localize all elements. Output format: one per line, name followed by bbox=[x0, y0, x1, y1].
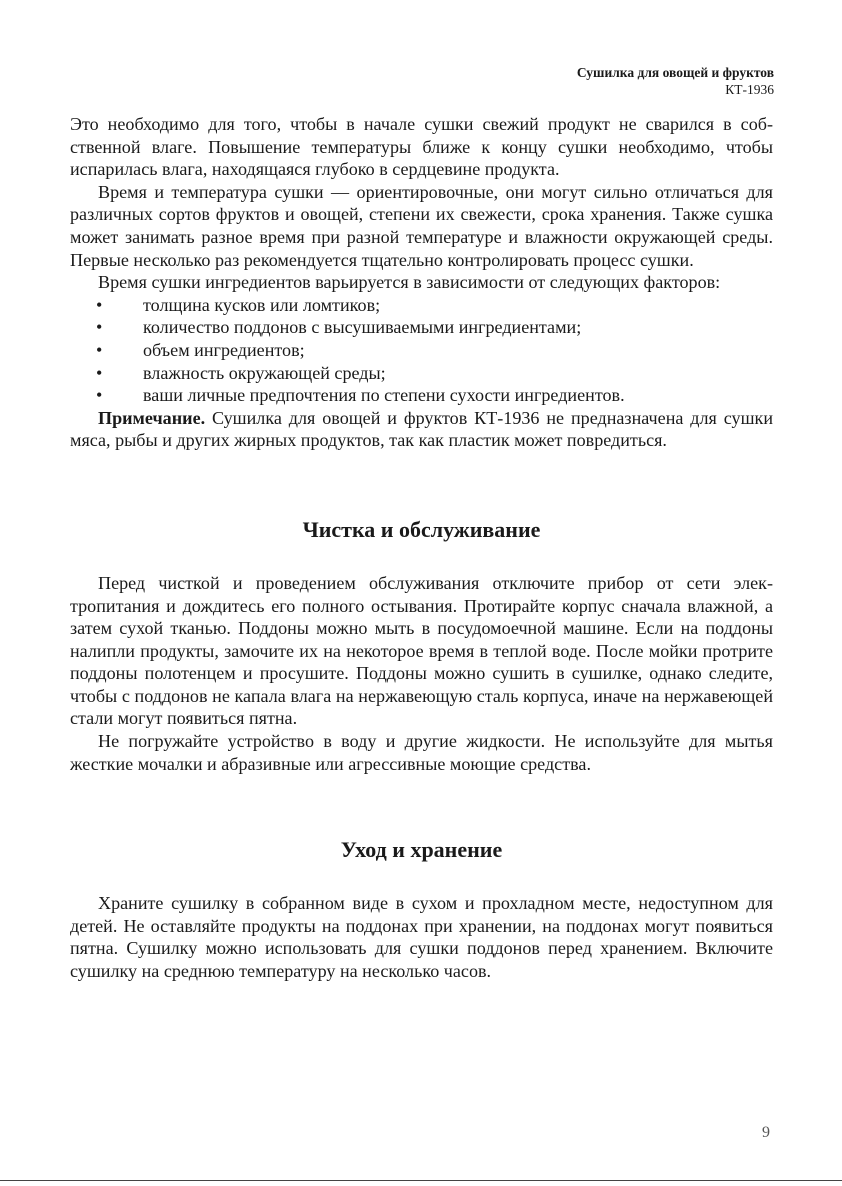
paragraph-continuation: Это необходимо для того, чтобы в начале сушки свежий продукт не сварился в собственной влаге. Повышение температуры ближе к концу сушки необходимо, чтобы испарилась влага, находящаяся глубоко в сердцевине продукта. bbox=[70, 114, 773, 180]
note-paragraph bbox=[70, 407, 773, 452]
bottom-divider bbox=[0, 1180, 842, 1181]
bullet-symbol: • bbox=[96, 385, 103, 406]
paragraph-cleaning: Перед чисткой и проведением обслуживания отключите прибор от сети электропитания и дождитесь его полного остывания. Протирайте корпус сначала влажной, а затем сухой тканью. Поддоны можно мыть в посудомоечной машине. Если на поддоны налипли продукты, замочите их на некоторое время в теплой воде. После мойки протрите поддоны полотенцем и просушите. Поддоны можно сушить в сушилке, однако следите, чтобы с поддонов не капала влага на нержавеющую сталь корпуса, иначе на нержавеющей стали могут появиться пятна. bbox=[70, 572, 773, 729]
paragraph-storage: Храните сушилку в собранном виде в сухом и прохладном месте, недоступном для детей. Не оставляйте продукты на поддонах при хранении, на поддонах могут появиться пятна. Сушилку можно использовать для сушки поддонов перед хранением. Включите сушилку на среднюю температуру на несколько часов. bbox=[70, 893, 773, 982]
list-item-text: ваши личные предпочтения по степени сухости ингредиентов. bbox=[143, 385, 625, 406]
factors-list bbox=[70, 294, 773, 407]
bullet-symbol: • bbox=[96, 317, 103, 338]
list-item bbox=[70, 316, 773, 339]
list-item bbox=[70, 384, 773, 407]
page-number: 9 bbox=[762, 1124, 770, 1141]
note-label: Примечание. bbox=[98, 407, 206, 428]
bullet-symbol: • bbox=[96, 362, 103, 383]
list-item-text: влажность окружающей среды; bbox=[143, 362, 386, 383]
running-header bbox=[577, 64, 774, 98]
bullet-symbol: • bbox=[96, 294, 103, 315]
list-item-text: толщина кусков или ломтиков; bbox=[143, 294, 381, 315]
list-item bbox=[70, 294, 773, 317]
list-item bbox=[70, 339, 773, 362]
list-item-text: объем ингредиентов; bbox=[143, 339, 305, 360]
header-title: Сушилка для овощей и фруктов bbox=[576, 65, 774, 80]
paragraph-factors-intro: Время сушки ингредиентов варьируется в зависимости от следующих факторов: bbox=[98, 272, 721, 293]
list-item bbox=[70, 362, 773, 385]
section-title-storage: Уход и хранение bbox=[340, 837, 503, 863]
paragraph-drying-time: Время и температура сушки — ориентировочные, они могут сильно отличаться для различных сортов фруктов и овощей, степени их свежести, срока хранения. Также сушка может занимать разное время при разной температуре и влажности окружающей среды. Первые несколько раз рекомендуется тщательно контролировать процесс сушки. bbox=[70, 181, 773, 270]
section-title-cleaning: Чистка и обслуживание bbox=[302, 516, 541, 542]
note-text: Сушилка для овощей и фруктов КТ-1936 не предназначена для сушки мяса, рыбы и других жирных продуктов, так как пластик может повредиться. bbox=[70, 407, 773, 451]
page-content bbox=[70, 113, 773, 983]
header-model: КТ-1936 bbox=[725, 82, 774, 97]
list-item-text: количество поддонов с высушиваемыми ингредиентами; bbox=[143, 317, 582, 338]
bullet-symbol: • bbox=[96, 339, 103, 360]
paragraph-cleaning-warning: Не погружайте устройство в воду и другие жидкости. Не используйте для мытья жесткие мочалки и абразивные или агрессивные моющие средства. bbox=[70, 731, 773, 774]
